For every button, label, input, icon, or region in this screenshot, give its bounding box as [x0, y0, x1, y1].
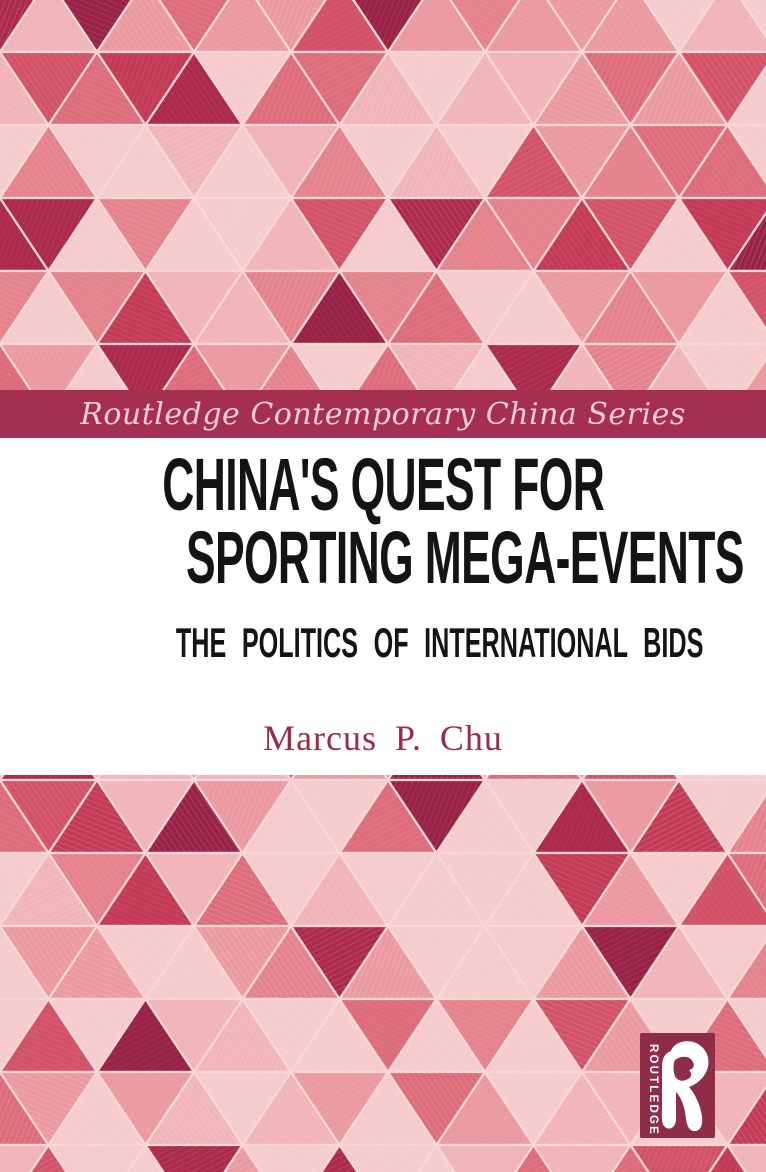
- triangle-pattern-top: [0, 0, 766, 390]
- series-banner-label: Routledge Contemporary China Series: [80, 397, 686, 432]
- book-subtitle: THE POLITICS OF INTERNATIONAL BIDS: [175, 619, 704, 666]
- routledge-logo: [640, 1033, 715, 1138]
- routledge-r-icon: [657, 1038, 709, 1134]
- title-line-2: SPORTING MEGA-EVENTS: [185, 516, 744, 599]
- series-banner: [0, 390, 766, 438]
- author-name: Marcus P. Chu: [263, 718, 503, 758]
- book-title: [0, 443, 766, 599]
- title-section: [0, 438, 766, 775]
- title-line-1: CHINA'S QUEST FOR: [162, 443, 604, 526]
- routledge-vertical-label: ROUTLEDGE: [647, 1044, 659, 1136]
